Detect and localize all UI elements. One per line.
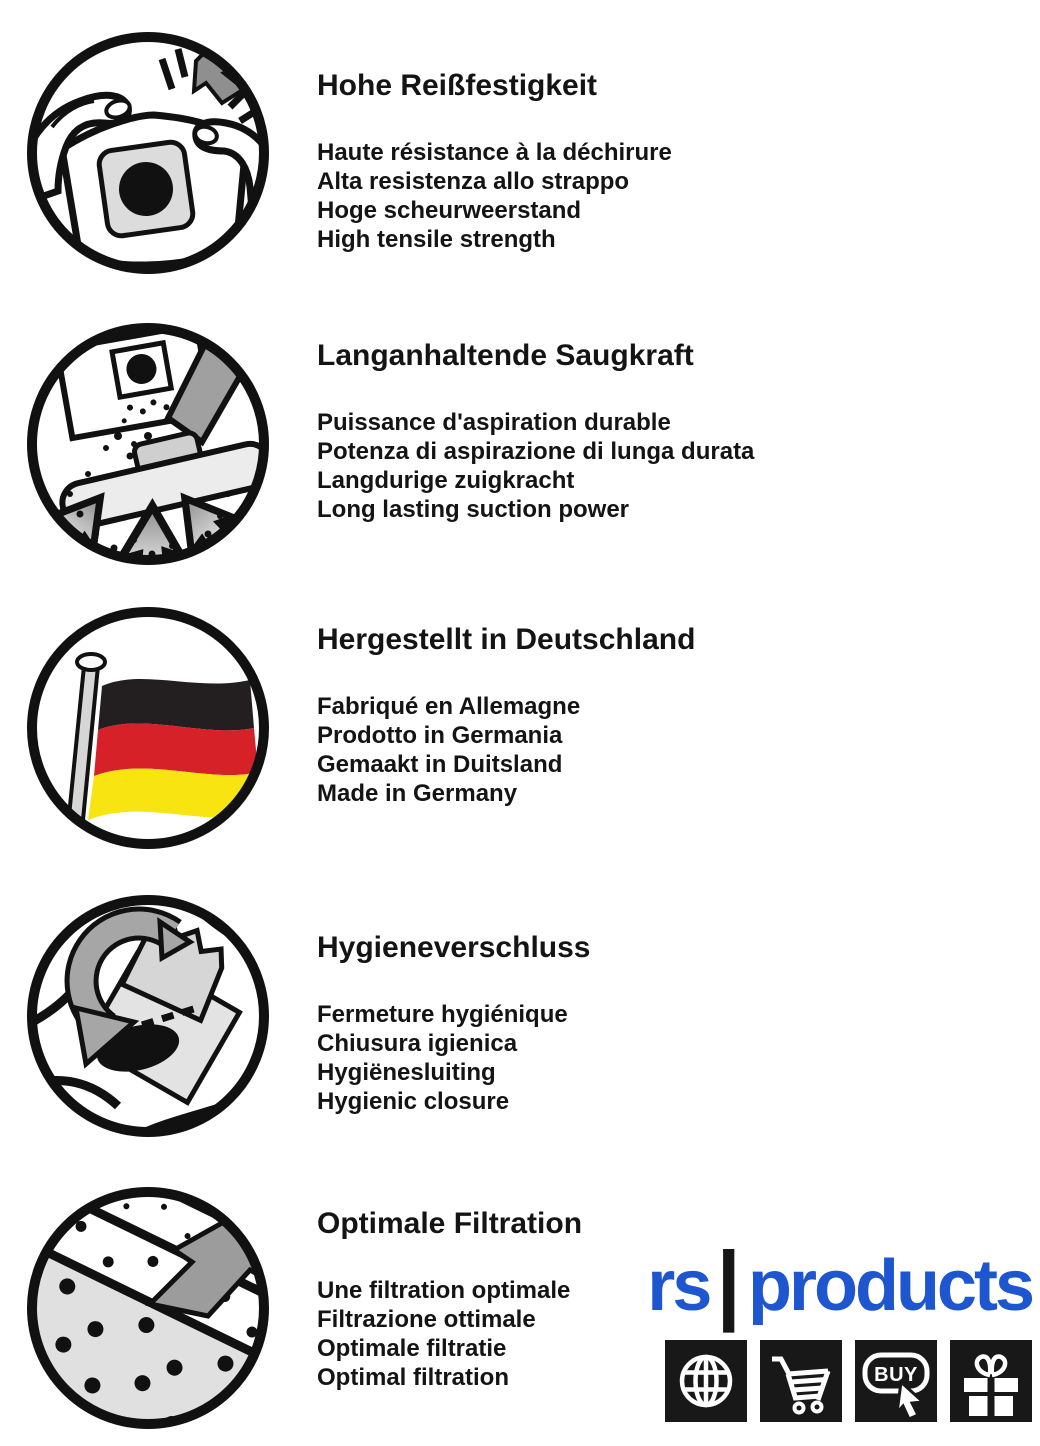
made-in-germany-illustration <box>22 602 274 854</box>
tear-strength-illustration <box>22 27 274 279</box>
feature-translation: Chiusura igienica <box>317 1030 518 1057</box>
feature-title: Hohe Reißfestigkeit <box>317 69 598 102</box>
german-flag-icon <box>22 602 274 854</box>
feature-translation: Optimal filtration <box>317 1364 509 1391</box>
feature-translation: Langdurige zuigkracht <box>317 467 575 494</box>
globe-icon <box>665 1340 747 1422</box>
buy-label: BUY <box>874 1364 918 1386</box>
hands-tearing-bag-icon <box>22 27 274 279</box>
feature-translation: Filtrazione ottimale <box>317 1306 536 1333</box>
feature-title: Hygieneverschluss <box>317 931 591 964</box>
feature-made-in-germany <box>317 622 977 808</box>
shopping-cart-icon <box>760 1340 842 1422</box>
feature-translation: Long lasting suction power <box>317 496 629 523</box>
filter-layers-icon <box>22 1182 274 1434</box>
feature-translation: Hoge scheurweerstand <box>317 197 582 224</box>
feature-translation: Optimale filtratie <box>317 1335 507 1362</box>
bag-closure-arrow-icon <box>22 890 274 1142</box>
feature-translation: Gemaakt in Duitsland <box>317 751 563 778</box>
suction-power-illustration <box>22 318 274 570</box>
buy-button-icon <box>855 1340 937 1422</box>
feature-translation: Alta resistenza allo strappo <box>317 168 630 195</box>
feature-title: Hergestellt in Deutschland <box>317 623 696 656</box>
feature-translation: Haute résistance à la déchirure <box>317 139 672 166</box>
feature-translation: Prodotto in Germania <box>317 722 563 749</box>
brand-logo <box>632 1233 1032 1332</box>
feature-title: Langanhaltende Saugkraft <box>317 339 694 372</box>
feature-translation: Made in Germany <box>317 780 518 807</box>
brand-name-right: products <box>747 1246 1032 1326</box>
gift-icon <box>950 1340 1032 1422</box>
feature-translation: Hygienic closure <box>317 1088 510 1115</box>
brand-separator: | <box>716 1233 741 1332</box>
feature-hygienic-closure <box>317 930 977 1116</box>
brand-block <box>632 1233 1032 1422</box>
feature-translation: Fermeture hygiénique <box>317 1001 568 1028</box>
feature-translation: Potenza di aspirazione di lunga durata <box>317 438 755 465</box>
feature-tear-strength <box>317 68 977 254</box>
feature-translation: High tensile strength <box>317 226 556 253</box>
brand-icon-row <box>632 1340 1032 1422</box>
feature-translation: Fabriqué en Allemagne <box>317 693 581 720</box>
feature-translation: Hygiënesluiting <box>317 1059 496 1086</box>
brand-name-left: rs <box>647 1246 710 1326</box>
feature-translation: Une filtration optimale <box>317 1277 571 1304</box>
feature-translation: Puissance d'aspiration durable <box>317 409 671 436</box>
feature-suction-power <box>317 338 977 524</box>
hygienic-closure-illustration <box>22 890 274 1142</box>
vacuum-nozzle-suction-icon <box>22 318 274 570</box>
optimal-filtration-illustration <box>22 1182 274 1434</box>
feature-title: Optimale Filtration <box>317 1207 583 1240</box>
